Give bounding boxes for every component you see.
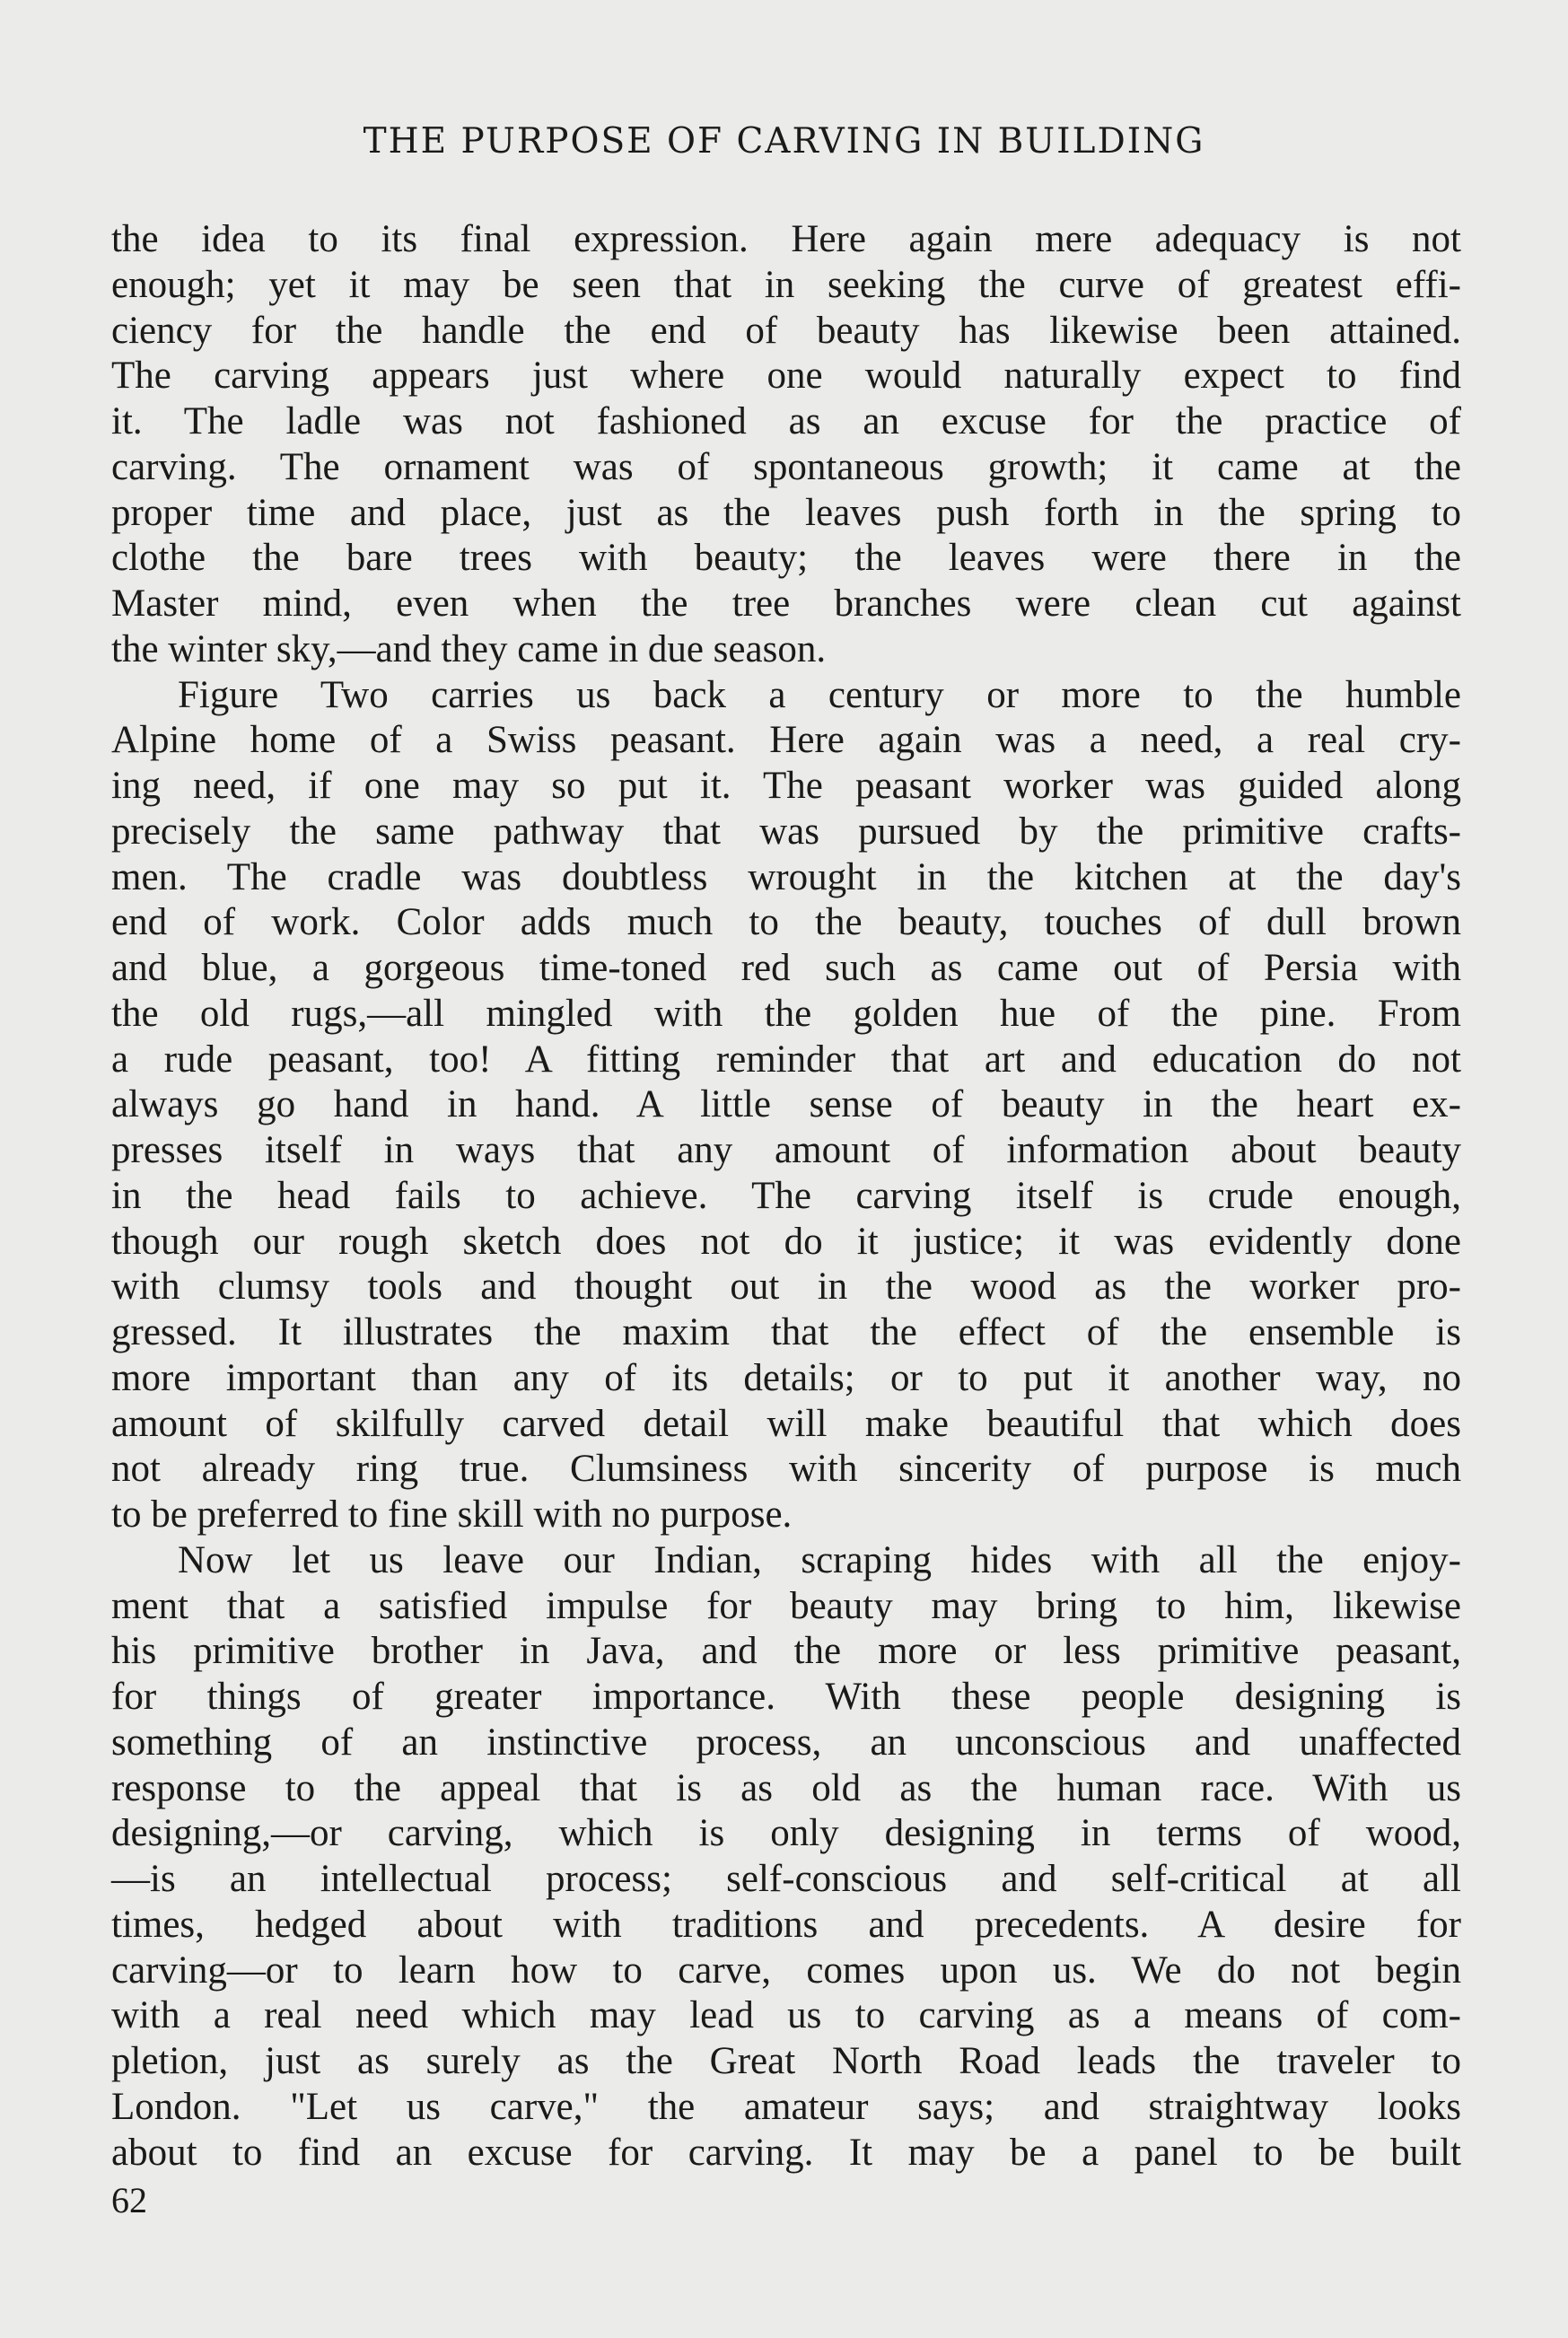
text-line: not already ring true. Clumsiness with sincerity of purpose is much (111, 1448, 1461, 1491)
text-line: Alpine home of a Swiss peasant. Here again was a need, a real cry- (111, 719, 1461, 762)
text-line: presses itself in ways that any amount of information about beauty (111, 1129, 1461, 1171)
text-line: it. The ladle was not fashioned as an excuse for the practice of (111, 400, 1461, 442)
text-line: in the head fails to achieve. The carving itself is crude enough, (111, 1174, 1461, 1217)
paragraph-start: Now let us leave our Indian, scraping hides with all the enjoy- (178, 1538, 1461, 1581)
text-line: times, hedged about with traditions and precedents. A desire for (111, 1903, 1461, 1946)
text-line: designing,—or carving, which is only designing in terms of wood, (111, 1812, 1461, 1855)
text-line: the idea to its final expression. Here again mere adequacy is not (111, 218, 1461, 260)
text-line: more important than any of its details; or to put it another way, no (111, 1356, 1461, 1399)
page-number: 62 (111, 2180, 147, 2220)
text-line: enough; yet it may be seen that in seeking the curve of greatest effi- (111, 263, 1461, 306)
text-line: carving. The ornament was of spontaneous growth; it came at the (111, 445, 1461, 488)
text-line: The carving appears just where one would naturally expect to find (111, 355, 1461, 398)
text-line: and blue, a gorgeous time-toned red such as came out of Persia with (111, 947, 1461, 989)
text-line: the old rugs,—all mingled with the golden hue of the pine. From (111, 992, 1461, 1035)
text-line: ing need, if one may so put it. The peasant worker was guided along (111, 765, 1461, 807)
text-line: pletion, just as surely as the Great North Road leads the traveler to (111, 2040, 1461, 2082)
text-line: a rude peasant, too! A fitting reminder that art and education do not (111, 1038, 1461, 1081)
text-line: Master mind, even when the tree branches were clean cut against (111, 582, 1461, 625)
text-line: London. "Let us carve," the amateur says; and straightway looks (111, 2085, 1461, 2128)
text-line: ment that a satisfied impulse for beauty may bring to him, likewise (111, 1584, 1461, 1627)
text-line: something of an instinctive process, an unconscious and unaffected (111, 1721, 1461, 1764)
text-line: ciency for the handle the end of beauty has likewise been attained. (111, 309, 1461, 352)
text-line: with clumsy tools and thought out in the wood as the worker pro- (111, 1265, 1461, 1309)
text-line: to be preferred to fine skill with no purpose. (111, 1493, 793, 1536)
text-line: proper time and place, just as the leaves push forth in the spring to (111, 491, 1461, 534)
text-line: response to the appeal that is as old as the human race. With us (111, 1766, 1461, 1809)
text-line: —is an intellectual process; self-conscious and self-critical at all (111, 1858, 1461, 1900)
text-line: always go hand in hand. A little sense of beauty in the heart ex- (111, 1083, 1461, 1126)
text-line: his primitive brother in Java, and the more or less primitive peasant, (111, 1630, 1461, 1673)
text-line: though our rough sketch does not do it justice; it was evidently done (111, 1220, 1461, 1263)
text-line: the winter sky,—and they came in due season. (111, 627, 827, 670)
text-line: for things of greater importance. With these people designing is (111, 1676, 1461, 1718)
running-head: THE PURPOSE OF CARVING IN BUILDING (363, 121, 1205, 162)
text-line: precisely the same pathway that was pursued by the primitive crafts- (111, 810, 1461, 853)
text-line: gressed. It illustrates the maxim that the effect of the ensemble is (111, 1311, 1461, 1353)
text-line: with a real need which may lead us to carving as a means of com- (111, 1994, 1461, 2037)
text-line: men. The cradle was doubtless wrought in the kitchen at the day's (111, 855, 1461, 898)
text-line: end of work. Color adds much to the beauty, touches of dull brown (111, 901, 1461, 944)
text-line: amount of skilfully carved detail will make beautiful that which does (111, 1402, 1461, 1445)
text-line: about to find an excuse for carving. It may be a panel to be built (111, 2131, 1461, 2174)
paragraph-start: Figure Two carries us back a century or more to the humble (178, 673, 1461, 716)
text-line: clothe the bare trees with beauty; the leaves were there in the (111, 537, 1461, 580)
body-text (111, 217, 1461, 2176)
text-line: carving—or to learn how to carve, comes upon us. We do not begin (111, 1948, 1461, 1992)
